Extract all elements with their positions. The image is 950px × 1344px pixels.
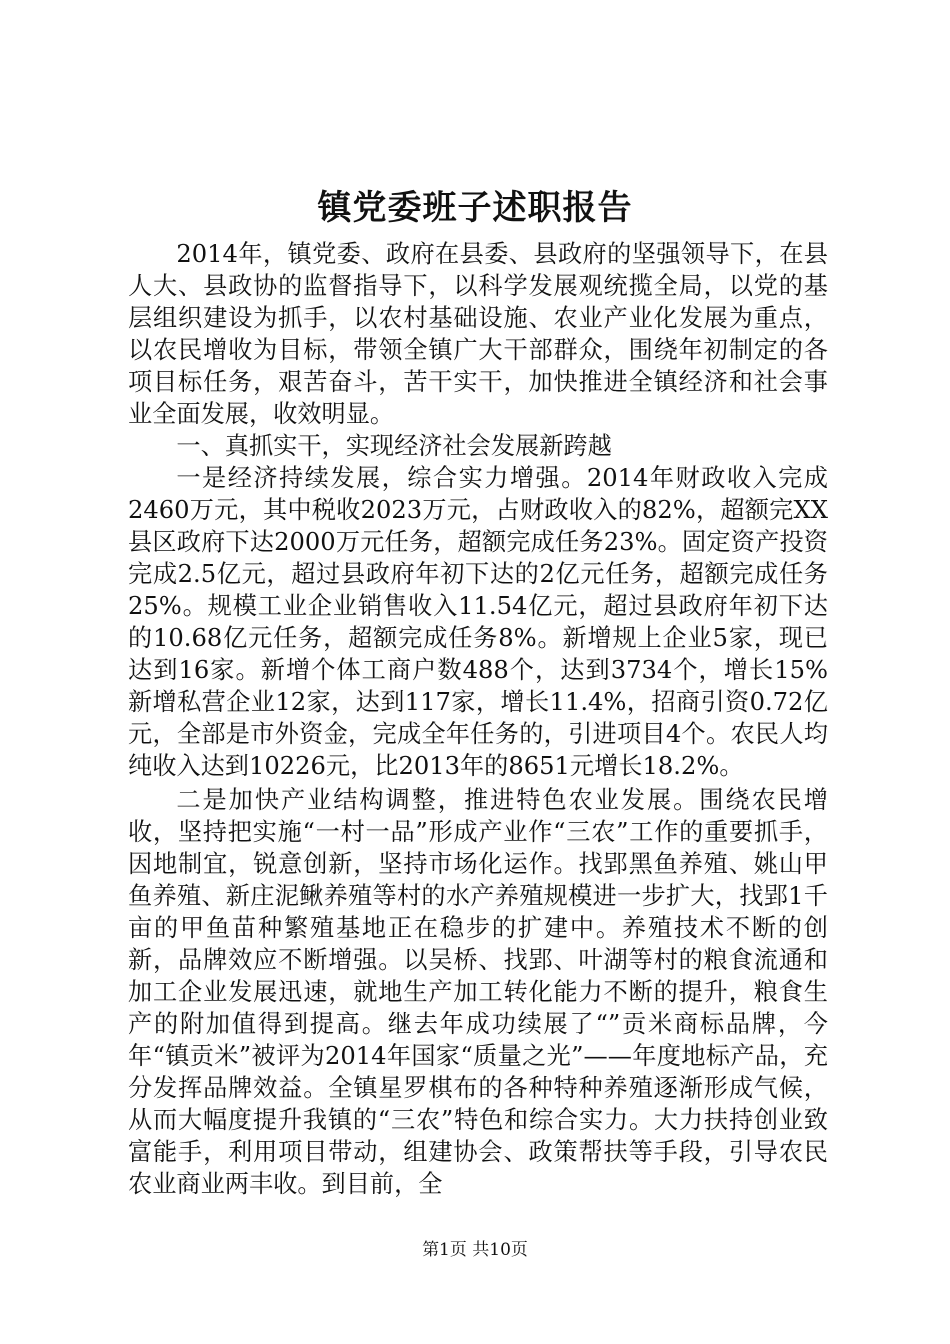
section-heading: 一、真抓实干，实现经济社会发展新跨越 (176, 432, 612, 460)
document-body (128, 238, 828, 1200)
economy-paragraph: 一是经济持续发展，综合实力增强。2014年财政收入完成2460万元，其中税收2023万元，占财政收入的82%，超额完XX县区政府下达2000万元任务，超额完成任务23%。固定资产投资完成2.5亿元，超过县政府年初下达的2亿元任务，超额完成任务25%。规模工业企业销售收入11.54亿元，超过县政府年初下达的10.68亿元任务，超额完成任务8%。新增规上企业5家，现已达到16家。新增个体工商户数488个，达到3734个，增长15%新增私营企业12家，达到117家，增长11.4%，招商引资0.72亿元，全部是市外资金，完成全年任务的，引进项目4个。农民人均纯收入达到10226元，比2013年的8651元增长18.2%。 (128, 464, 828, 780)
page-footer: 第1页 共10页 (422, 1240, 528, 1260)
document-title: 镇党委班子述职报告 (317, 188, 633, 228)
agriculture-paragraph: 二是加快产业结构调整，推进特色农业发展。围绕农民增收，坚持把实施“一村一品”形成产业作“三农”工作的重要抓手，因地制宜，锐意创新，坚持市场化运作。找郢黑鱼养殖、姚山甲鱼养殖、新庄泥鳅养殖等村的水产养殖规模进一步扩大，找郢1千亩的甲鱼苗种繁殖基地正在稳步的扩建中。养殖技术不断的创新，品牌效应不断增强。以吴桥、找郢、叶湖等村的粮食流通和加工企业发展迅速，就地生产加工转化能力不断的提升，粮食生产的附加值得到提高。继去年成功续展了“”贡米商标品牌，今年“镇贡米”被评为2014年国家“质量之光”——年度地标产品，充分发挥品牌效益。全镇星罗棋布的各种特种养殖逐渐形成气候，从而大幅度提升我镇的“三农”特色和综合实力。大力扶持创业致富能手，利用项目带动，组建协会、政策帮扶等手段，引导农民农业商业两丰收。到目前，全 (128, 786, 828, 1198)
intro-paragraph: 2014年，镇党委、政府在县委、县政府的坚强领导下，在县人大、县政协的监督指导下，以科学发展观统揽全局，以党的基层组织建设为抓手，以农村基础设施、农业产业化发展为重点，以农民增收为目标，带领全镇广大干部群众，围绕年初制定的各项目标任务，艰苦奋斗，苦干实干，加快推进全镇经济和社会事业全面发展，收效明显。 (128, 240, 828, 428)
